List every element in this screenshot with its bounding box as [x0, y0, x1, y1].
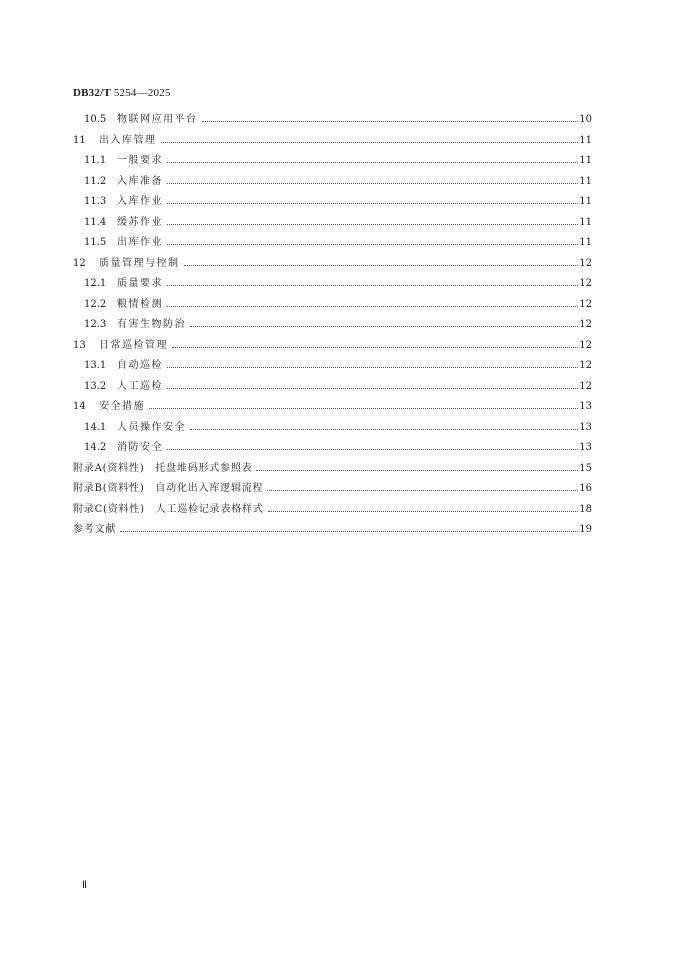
toc-entry[interactable]	[73, 336, 592, 357]
toc-dot-leader	[167, 366, 578, 368]
toc-entry[interactable]	[73, 254, 592, 275]
toc-entry-page: 12	[579, 278, 592, 290]
toc-entry[interactable]	[73, 233, 592, 254]
toc-entry[interactable]	[73, 110, 592, 131]
toc-dot-leader	[167, 448, 578, 450]
toc-dot-leader	[172, 346, 578, 348]
toc-entry-number: 12	[73, 257, 86, 269]
toc-dot-leader	[161, 141, 579, 143]
toc-entry-title: 质量管理与控制	[99, 257, 180, 269]
toc-dot-leader	[167, 202, 578, 204]
toc-entry-page: 13	[579, 401, 592, 413]
toc-entry-title: 人员操作安全	[117, 421, 186, 433]
toc-entry-page: 12	[579, 257, 592, 269]
toc-entry-title: 物联网应用平台	[117, 114, 198, 126]
toc-entry-title: 有害生物防治	[117, 319, 186, 331]
toc-dot-leader	[190, 325, 578, 327]
toc-entry-page: 11	[579, 237, 592, 249]
toc-entry-page: 11	[579, 155, 592, 167]
toc-entry-number: 11.5	[84, 237, 107, 249]
toc-dot-leader	[184, 264, 579, 266]
toc-entry-page: 12	[579, 360, 592, 372]
toc-entry-page: 12	[579, 380, 592, 392]
toc-dot-leader	[167, 305, 578, 307]
toc-entry-number: 10.5	[84, 114, 107, 126]
toc-entry-title: 出库作业	[117, 237, 163, 249]
toc-entry[interactable]	[73, 459, 592, 480]
toc-entry-page: 10	[579, 114, 592, 126]
toc-entry[interactable]	[73, 274, 592, 295]
toc-entry-number: 13.1	[84, 360, 107, 372]
toc-entry-title: 附录C(资料性) 人工巡检记录表格样式	[73, 503, 264, 515]
toc-entry-number: 14.2	[84, 442, 107, 454]
toc-entry[interactable]	[73, 131, 592, 152]
toc-entry-number: 14	[73, 401, 86, 413]
toc-entry-title: 自动巡检	[117, 360, 163, 372]
toc-entry-number: 13.2	[84, 380, 107, 392]
document-code-prefix: DB32/T	[73, 87, 111, 99]
toc-entry[interactable]	[73, 213, 592, 234]
toc-entry[interactable]	[73, 377, 592, 398]
toc-dot-leader	[167, 387, 578, 389]
toc-entry-title: 出入库管理	[99, 134, 157, 146]
toc-entry-title: 参考文献	[73, 524, 117, 536]
page-number: Ⅱ	[82, 880, 87, 891]
toc-entry-title: 缓苏作业	[117, 216, 163, 228]
toc-entry-page: 13	[579, 421, 592, 433]
toc-entry-title: 入库作业	[117, 196, 163, 208]
toc-entry[interactable]	[73, 192, 592, 213]
toc-entry[interactable]	[73, 479, 592, 500]
document-code	[73, 87, 171, 99]
toc-entry[interactable]	[73, 438, 592, 459]
toc-entry-number: 13	[73, 339, 86, 351]
toc-entry-title: 一般要求	[117, 155, 163, 167]
toc-entry-number: 12.3	[84, 319, 107, 331]
toc-entry-page: 19	[579, 524, 592, 536]
toc-entry-page: 15	[579, 462, 592, 474]
toc-entry-number: 12.1	[84, 278, 107, 290]
toc-entry[interactable]	[73, 500, 592, 521]
toc-entry-number: 11.3	[84, 196, 107, 208]
toc-entry-page: 11	[579, 175, 592, 187]
toc-entry-title: 入库准备	[117, 175, 163, 187]
toc-entry[interactable]	[73, 172, 592, 193]
toc-dot-leader	[167, 182, 578, 184]
toc-entry-title: 人工巡检	[117, 380, 163, 392]
toc-dot-leader	[120, 530, 578, 532]
table-of-contents	[73, 110, 592, 541]
toc-entry-number: 11.2	[84, 175, 107, 187]
toc-entry-title: 消防安全	[117, 442, 163, 454]
toc-dot-leader	[149, 407, 578, 409]
toc-entry-page: 18	[579, 503, 592, 515]
toc-entry-title: 粮情检测	[117, 298, 163, 310]
toc-dot-leader	[167, 223, 578, 225]
toc-entry[interactable]	[73, 151, 592, 172]
toc-entry-number: 11.4	[84, 216, 107, 228]
toc-entry-number: 11	[73, 134, 86, 146]
toc-entry[interactable]	[73, 315, 592, 336]
toc-dot-leader	[190, 428, 578, 430]
toc-entry-title: 日常巡检管理	[99, 339, 168, 351]
toc-dot-leader	[268, 510, 579, 512]
toc-dot-leader	[167, 243, 578, 245]
toc-entry-title: 附录B(资料性) 自动化出入库逻辑流程	[73, 483, 264, 495]
toc-dot-leader	[256, 469, 578, 471]
toc-entry-page: 16	[579, 483, 592, 495]
toc-entry-page: 11	[579, 216, 592, 228]
toc-entry[interactable]	[73, 356, 592, 377]
toc-entry-title: 附录A(资料性) 托盘堆码形式参照表	[73, 462, 253, 474]
toc-entry-page: 13	[579, 442, 592, 454]
toc-dot-leader	[267, 489, 578, 491]
toc-entry-number: 11.1	[84, 155, 107, 167]
toc-dot-leader	[167, 284, 578, 286]
toc-entry-page: 11	[579, 134, 592, 146]
toc-entry[interactable]	[73, 397, 592, 418]
toc-entry-number: 14.1	[84, 421, 107, 433]
toc-entry[interactable]	[73, 520, 592, 541]
toc-entry-page: 11	[579, 196, 592, 208]
toc-entry-page: 12	[579, 298, 592, 310]
toc-entry[interactable]	[73, 418, 592, 439]
toc-entry[interactable]	[73, 295, 592, 316]
toc-dot-leader	[167, 161, 578, 163]
toc-entry-page: 12	[579, 339, 592, 351]
toc-entry-page: 12	[579, 319, 592, 331]
document-code-number: 5254—2025	[110, 87, 171, 99]
toc-dot-leader	[202, 120, 579, 122]
toc-entry-title: 安全措施	[99, 401, 145, 413]
toc-entry-title: 质量要求	[117, 278, 163, 290]
toc-entry-number: 12.2	[84, 298, 107, 310]
